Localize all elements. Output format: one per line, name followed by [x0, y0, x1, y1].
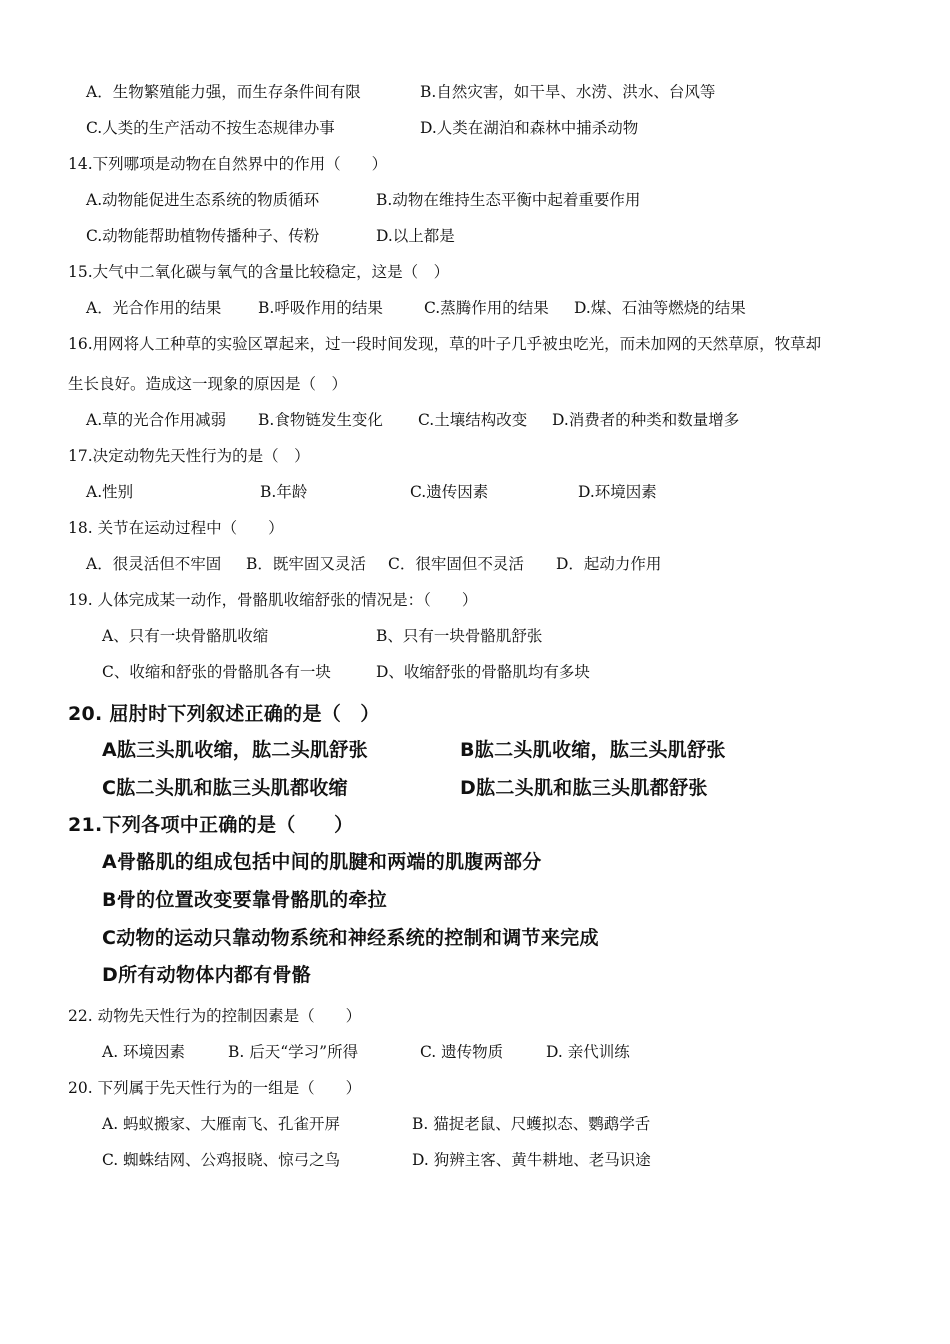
q13-option-a: A．生物繁殖能力强，而生存条件间有限	[86, 83, 361, 101]
q15-option-a: A．光合作用的结果	[86, 299, 222, 317]
q20-option-d: D肱二头肌和肱三头肌都舒张	[460, 777, 708, 799]
q22-stem: 22. 动物先天性行为的控制因素是（ ）	[68, 1007, 362, 1025]
q19-stem: 19. 人体完成某一动作，骨骼肌收缩舒张的情况是：（ ）	[68, 591, 478, 609]
q19-option-a: A、只有一块骨骼肌收缩	[102, 627, 269, 645]
q16-option-d: D.消费者的种类和数量增多	[552, 411, 740, 429]
q20-option-c: C肱二头肌和肱三头肌都收缩	[102, 777, 348, 799]
q18-option-d: D．起动力作用	[556, 555, 662, 573]
q15-option-b: B.呼吸作用的结果	[258, 299, 383, 317]
q22-option-d: D. 亲代训练	[546, 1043, 630, 1061]
q16-option-a: A.草的光合作用减弱	[86, 411, 227, 429]
q17-option-a: A.性别	[86, 483, 134, 501]
q22-option-b: B. 后天“学习”所得	[228, 1043, 359, 1061]
q21-option-a: A骨骼肌的组成包括中间的肌腱和两端的肌腹两部分	[102, 851, 542, 873]
q20-option-a: A肱三头肌收缩，肱二头肌舒张	[102, 739, 368, 761]
q14-option-c: C.动物能帮助植物传播种子、传粉	[86, 227, 320, 245]
q18-option-c: C．很牢固但不灵活	[388, 555, 524, 573]
q21-option-d: D所有动物体内都有骨骼	[102, 964, 312, 986]
q20b-option-b: B. 猫捉老鼠、尺蠖拟态、鹦鹉学舌	[412, 1115, 651, 1133]
q17-option-c: C.遗传因素	[410, 483, 489, 501]
q16-option-c: C.土壤结构改变	[418, 411, 528, 429]
q20b-stem: 20. 下列属于先天性行为的一组是（ ）	[68, 1079, 362, 1097]
q19-option-b: B、只有一块骨骼肌舒张	[376, 627, 543, 645]
q15-option-d: D.煤、石油等燃烧的结果	[574, 299, 746, 317]
q19-option-d: D、收缩舒张的骨骼肌均有多块	[376, 663, 590, 681]
q14-stem: 14.下列哪项是动物在自然界中的作用（ ）	[68, 155, 388, 173]
q16-stem-line2: 生长良好。造成这一现象的原因是（ ）	[68, 375, 348, 393]
q18-option-b: B．既牢固又灵活	[246, 555, 366, 573]
q15-option-c: C.蒸腾作用的结果	[424, 299, 549, 317]
q13-option-c: C.人类的生产活动不按生态规律办事	[86, 119, 335, 137]
q20b-option-d: D. 狗辨主客、黄牛耕地、老马识途	[412, 1151, 651, 1169]
q18-stem: 18. 关节在运动过程中（ ）	[68, 519, 284, 537]
q18-option-a: A．很灵活但不牢固	[86, 555, 222, 573]
q21-option-b: B骨的位置改变要靠骨骼肌的牵拉	[102, 889, 387, 911]
q13-option-d: D.人类在湖泊和森林中捕杀动物	[420, 119, 639, 137]
q21-stem: 21.下列各项中正确的是（ ）	[68, 814, 354, 836]
q17-option-d: D.环境因素	[578, 483, 657, 501]
q20-option-b: B肱二头肌收缩，肱三头肌舒张	[460, 739, 726, 761]
q21-option-c: C动物的运动只靠动物系统和神经系统的控制和调节来完成	[102, 927, 599, 949]
q22-option-c: C. 遗传物质	[420, 1043, 504, 1061]
q16-option-b: B.食物链发生变化	[258, 411, 383, 429]
q19-option-c: C、收缩和舒张的骨骼肌各有一块	[102, 663, 331, 681]
q22-option-a: A. 环境因素	[102, 1043, 186, 1061]
q16-stem-line1: 16.用网将人工种草的实验区罩起来，过一段时间发现，草的叶子几乎被虫吃光，而未加网的天然草原，牧草却	[68, 335, 822, 353]
q15-stem: 15.大气中二氧化碳与氧气的含量比较稳定，这是（ ）	[68, 263, 450, 281]
q13-option-b: B.自然灾害，如干旱、水涝、洪水、台风等	[420, 83, 716, 101]
q17-option-b: B.年龄	[260, 483, 308, 501]
q14-option-b: B.动物在维持生态平衡中起着重要作用	[376, 191, 641, 209]
q20-stem: 20. 屈肘时下列叙述正确的是（ ）	[68, 703, 380, 725]
q14-option-d: D.以上都是	[376, 227, 455, 245]
q14-option-a: A.动物能促进生态系统的物质循环	[86, 191, 320, 209]
q20b-option-a: A. 蚂蚁搬家、大雁南飞、孔雀开屏	[102, 1115, 341, 1133]
q17-stem: 17.决定动物先天性行为的是（ ）	[68, 447, 310, 465]
q20b-option-c: C. 蜘蛛结网、公鸡报晓、惊弓之鸟	[102, 1151, 341, 1169]
